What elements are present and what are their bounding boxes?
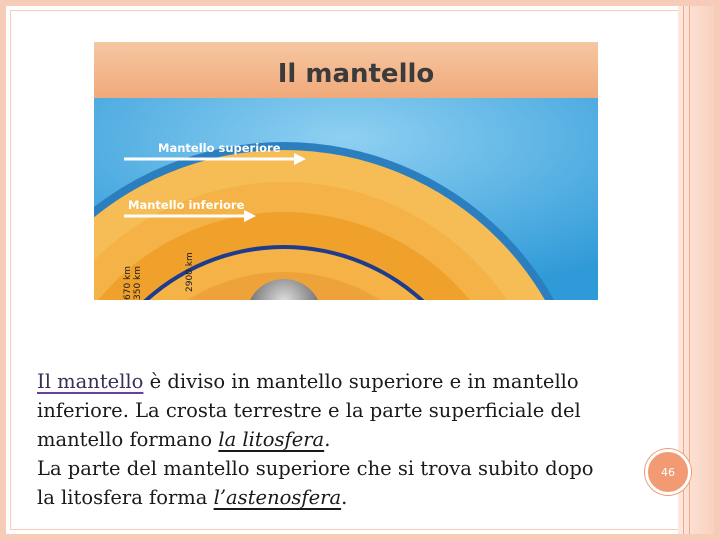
label-lower-mantle: Mantello inferiore [128,198,245,212]
body-text [37,367,617,512]
figure-title: Il mantello [277,59,435,89]
frame-line [689,0,690,540]
depth-label-350: 350 km [133,265,143,300]
depth-label-2900: 2900 km [185,252,195,292]
paragraph-1-end: . [324,428,331,451]
paragraph-1-text: è diviso in mantello superiore e in mantello inferiore. La crosta terrestre e la parte superficiale del mantello formano [37,370,581,451]
frame-line [10,10,678,11]
page-number: 46 [661,465,675,479]
paragraph-2-text: La parte del mantello superiore che si trova subito dopo la litosfera forma [37,457,594,509]
frame-line [10,529,678,530]
page-number-badge [645,449,691,495]
mantle-figure [94,42,598,300]
astenosfera-term[interactable]: l’astenosfera [213,486,342,509]
mantello-link[interactable]: Il mantello [37,370,144,393]
paragraph-2-end: . [341,486,348,509]
litosfera-term[interactable]: la litosfera [218,428,325,451]
label-upper-mantle: Mantello superiore [158,141,281,155]
depth-label-670: 670 km [123,265,133,300]
frame-line [10,10,11,530]
